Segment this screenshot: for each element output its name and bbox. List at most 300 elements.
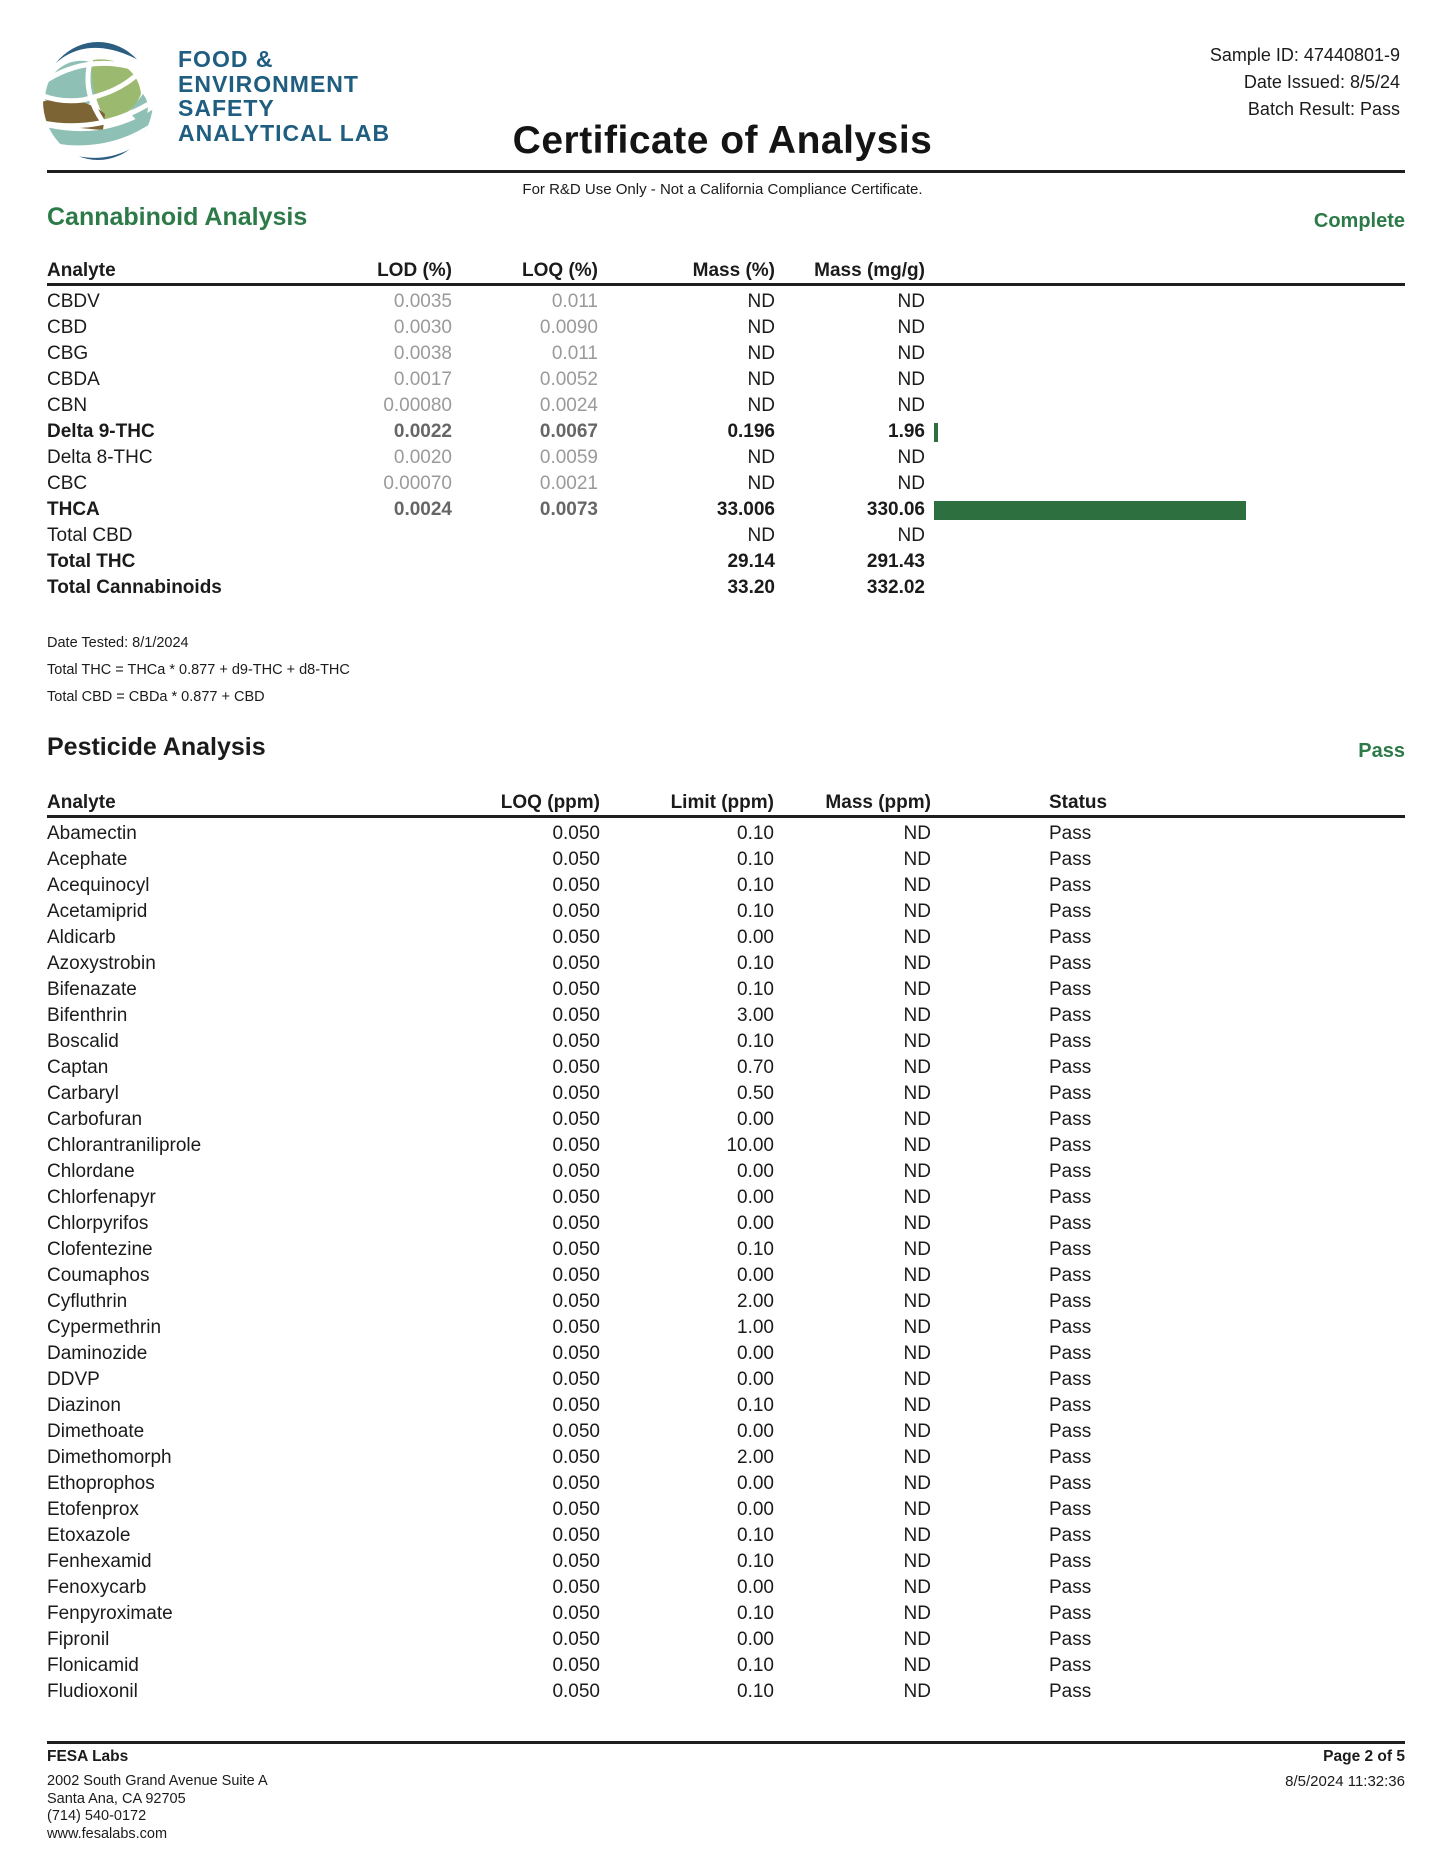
mass-cell: ND xyxy=(903,1525,931,1546)
status-cell: Pass xyxy=(1049,953,1092,974)
loq-cell: 0.050 xyxy=(552,901,600,922)
lod-cell: 0.0022 xyxy=(393,421,452,442)
loq-cell: 0.011 xyxy=(551,343,598,364)
status-cell: Pass xyxy=(1049,1161,1092,1182)
mass-mgg-cell: 332.02 xyxy=(866,577,925,598)
analyte-cell: CBDA xyxy=(47,369,100,390)
limit-cell: 1.00 xyxy=(737,1317,774,1338)
status-cell: Pass xyxy=(1049,1421,1092,1442)
status-cell: Pass xyxy=(1049,901,1092,922)
analyte-cell: Chlordane xyxy=(47,1161,135,1182)
limit-cell: 0.00 xyxy=(737,1109,774,1130)
limit-cell: 0.10 xyxy=(737,1681,774,1702)
mass-cell: ND xyxy=(903,1161,931,1182)
status-cell: Pass xyxy=(1049,1239,1092,1260)
limit-cell: 0.00 xyxy=(737,1629,774,1650)
loq-cell: 0.050 xyxy=(552,1213,600,1234)
limit-cell: 0.10 xyxy=(737,1525,774,1546)
mass-cell: ND xyxy=(903,1473,931,1494)
mass-cell: ND xyxy=(903,1629,931,1650)
column-header-loq: LOQ (ppm) xyxy=(500,791,600,813)
analyte-cell: Etofenprox xyxy=(47,1499,139,1520)
mass-cell: ND xyxy=(903,1343,931,1364)
lod-cell: 0.0020 xyxy=(393,447,452,468)
status-cell: Pass xyxy=(1049,1343,1092,1364)
analyte-cell: THCA xyxy=(47,499,100,520)
status-cell: Pass xyxy=(1049,1005,1092,1026)
analyte-cell: Etoxazole xyxy=(47,1525,131,1546)
status-cell: Pass xyxy=(1049,1603,1092,1624)
table-row xyxy=(47,1289,1405,1315)
limit-cell: 0.10 xyxy=(737,875,774,896)
limit-cell: 0.10 xyxy=(737,979,774,1000)
limit-cell: 10.00 xyxy=(726,1135,774,1156)
column-header-analyte: Analyte xyxy=(47,259,116,281)
mass-cell: ND xyxy=(903,1265,931,1286)
analyte-cell: CBDV xyxy=(47,291,100,312)
analyte-cell: Acetamiprid xyxy=(47,901,148,922)
loq-cell: 0.050 xyxy=(552,1031,600,1052)
bar-cell xyxy=(925,497,1405,523)
table-row xyxy=(47,873,1405,899)
limit-cell: 0.10 xyxy=(737,1603,774,1624)
table-row xyxy=(47,289,1405,315)
loq-cell: 0.050 xyxy=(552,1083,600,1104)
table-row xyxy=(47,925,1405,951)
status-cell: Pass xyxy=(1049,1473,1092,1494)
mass-cell: ND xyxy=(903,1655,931,1676)
analyte-cell: Carbofuran xyxy=(47,1109,143,1130)
status-cell: Pass xyxy=(1049,1447,1092,1468)
limit-cell: 2.00 xyxy=(737,1291,774,1312)
analyte-cell: Chlorpyrifos xyxy=(47,1213,149,1234)
analyte-cell: Fenoxycarb xyxy=(47,1577,147,1598)
analyte-cell: Fipronil xyxy=(47,1629,110,1650)
cannabinoid-status-badge: Complete xyxy=(1313,210,1405,232)
table-row xyxy=(47,1419,1405,1445)
limit-cell: 0.00 xyxy=(737,1577,774,1598)
mass-pct-cell: 29.14 xyxy=(727,551,775,572)
table-row xyxy=(47,575,1405,601)
status-cell: Pass xyxy=(1049,1083,1092,1104)
mass-bar xyxy=(934,423,938,442)
loq-cell: 0.011 xyxy=(551,291,598,312)
mass-cell: ND xyxy=(903,823,931,844)
limit-cell: 0.10 xyxy=(737,1655,774,1676)
loq-cell: 0.050 xyxy=(552,1421,600,1442)
mass-mgg-cell: ND xyxy=(897,343,925,364)
column-header-mass-mgg: Mass (mg/g) xyxy=(814,259,925,281)
status-cell: Pass xyxy=(1049,1187,1092,1208)
analyte-cell: Ethoprophos xyxy=(47,1473,155,1494)
status-cell: Pass xyxy=(1049,1655,1092,1676)
sample-info xyxy=(1210,42,1400,123)
loq-cell: 0.050 xyxy=(552,1681,600,1702)
analyte-cell: Clofentezine xyxy=(47,1239,153,1260)
mass-cell: ND xyxy=(903,1551,931,1572)
mass-pct-cell: 0.196 xyxy=(727,421,775,442)
limit-cell: 0.00 xyxy=(737,1421,774,1442)
table-header-divider xyxy=(47,815,1405,818)
analyte-cell: CBG xyxy=(47,343,89,364)
table-row xyxy=(47,1185,1405,1211)
analyte-cell: Fenpyroximate xyxy=(47,1603,173,1624)
analyte-cell: Abamectin xyxy=(47,823,137,844)
column-header-lod: LOD (%) xyxy=(377,259,452,281)
mass-cell: ND xyxy=(903,953,931,974)
loq-cell: 0.050 xyxy=(552,927,600,948)
analyte-cell: Flonicamid xyxy=(47,1655,139,1676)
table-row xyxy=(47,821,1405,847)
mass-cell: ND xyxy=(903,927,931,948)
loq-cell: 0.050 xyxy=(552,875,600,896)
loq-cell: 0.050 xyxy=(552,1239,600,1260)
column-header-loq: LOQ (%) xyxy=(522,259,598,281)
lod-cell: 0.0035 xyxy=(393,291,452,312)
address-line1: 2002 South Grand Avenue Suite A xyxy=(47,1773,268,1789)
table-row xyxy=(47,1627,1405,1653)
loq-cell: 0.0059 xyxy=(539,447,598,468)
status-cell: Pass xyxy=(1049,1135,1092,1156)
analyte-cell: Bifenazate xyxy=(47,979,137,1000)
table-row xyxy=(47,1575,1405,1601)
mass-cell: ND xyxy=(903,1057,931,1078)
limit-cell: 0.00 xyxy=(737,1499,774,1520)
analyte-cell: Coumaphos xyxy=(47,1265,150,1286)
table-row xyxy=(47,1393,1405,1419)
header-divider xyxy=(47,170,1405,173)
loq-cell: 0.050 xyxy=(552,1603,600,1624)
mass-pct-cell: ND xyxy=(747,291,775,312)
analyte-cell: Delta 8-THC xyxy=(47,447,153,468)
loq-cell: 0.050 xyxy=(552,1187,600,1208)
loq-cell: 0.0021 xyxy=(539,473,598,494)
loq-cell: 0.050 xyxy=(552,1291,600,1312)
page-number: Page 2 of 5 xyxy=(1323,1748,1405,1765)
mass-pct-cell: ND xyxy=(747,369,775,390)
mass-pct-cell: 33.20 xyxy=(727,577,775,598)
mass-cell: ND xyxy=(903,979,931,1000)
analyte-cell: Chlorfenapyr xyxy=(47,1187,156,1208)
analyte-cell: Acequinocyl xyxy=(47,875,150,896)
loq-cell: 0.050 xyxy=(552,1343,600,1364)
mass-pct-cell: ND xyxy=(747,447,775,468)
limit-cell: 0.10 xyxy=(737,1239,774,1260)
status-cell: Pass xyxy=(1049,927,1092,948)
limit-cell: 0.10 xyxy=(737,849,774,870)
table-row xyxy=(47,1003,1405,1029)
analyte-cell: Captan xyxy=(47,1057,109,1078)
footer-lab-info xyxy=(47,1748,268,1843)
limit-cell: 0.00 xyxy=(737,1265,774,1286)
loq-cell: 0.050 xyxy=(552,1109,600,1130)
loq-cell: 0.050 xyxy=(552,849,600,870)
loq-cell: 0.050 xyxy=(552,1577,600,1598)
table-row xyxy=(47,1497,1405,1523)
analyte-cell: Cypermethrin xyxy=(47,1317,162,1338)
table-row xyxy=(47,1367,1405,1393)
page-title: Certificate of Analysis xyxy=(512,119,933,162)
status-cell: Pass xyxy=(1049,1525,1092,1546)
mass-mgg-cell: ND xyxy=(897,369,925,390)
mass-cell: ND xyxy=(903,1499,931,1520)
limit-cell: 2.00 xyxy=(737,1447,774,1468)
limit-cell: 0.50 xyxy=(737,1083,774,1104)
table-row xyxy=(47,1055,1405,1081)
status-cell: Pass xyxy=(1049,1291,1092,1312)
loq-cell: 0.050 xyxy=(552,1135,600,1156)
loq-cell: 0.0073 xyxy=(539,499,598,520)
phone: (714) 540-0172 xyxy=(47,1808,147,1824)
analyte-cell: Boscalid xyxy=(47,1031,119,1052)
mass-cell: ND xyxy=(903,1369,931,1390)
mass-cell: ND xyxy=(903,1447,931,1468)
bar-cell xyxy=(925,471,1405,497)
table-row xyxy=(47,1211,1405,1237)
table-row xyxy=(47,549,1405,575)
loq-cell: 0.050 xyxy=(552,1317,600,1338)
loq-cell: 0.0024 xyxy=(539,395,598,416)
loq-cell: 0.0090 xyxy=(539,317,598,338)
status-cell: Pass xyxy=(1049,823,1092,844)
cannabinoid-section-title: Cannabinoid Analysis xyxy=(47,203,308,231)
column-header-analyte: Analyte xyxy=(47,791,116,813)
table-row xyxy=(47,1237,1405,1263)
column-header-limit: Limit (ppm) xyxy=(670,791,774,813)
loq-cell: 0.050 xyxy=(552,1473,600,1494)
status-cell: Pass xyxy=(1049,979,1092,1000)
limit-cell: 0.10 xyxy=(737,1031,774,1052)
table-row xyxy=(47,1263,1405,1289)
table-row xyxy=(47,1653,1405,1679)
table-row xyxy=(47,847,1405,873)
bar-cell xyxy=(925,341,1405,367)
analyte-cell: Aldicarb xyxy=(47,927,116,948)
table-row xyxy=(47,1523,1405,1549)
date-issued: Date Issued: 8/5/24 xyxy=(1243,72,1400,92)
table-row xyxy=(47,1081,1405,1107)
mass-cell: ND xyxy=(903,1395,931,1416)
lod-cell: 0.0038 xyxy=(393,343,452,364)
status-cell: Pass xyxy=(1049,1681,1092,1702)
cannabinoid-table-header xyxy=(47,258,1405,283)
column-header-mass-pct: Mass (%) xyxy=(692,259,775,281)
bar-cell xyxy=(925,419,1405,445)
loq-cell: 0.050 xyxy=(552,1265,600,1286)
lab-name: FESA Labs xyxy=(47,1748,129,1765)
table-row xyxy=(47,497,1405,523)
bar-cell xyxy=(925,393,1405,419)
limit-cell: 0.00 xyxy=(737,1213,774,1234)
bar-cell xyxy=(925,575,1405,601)
table-row xyxy=(47,419,1405,445)
limit-cell: 0.00 xyxy=(737,927,774,948)
address-line2: Santa Ana, CA 92705 xyxy=(47,1790,186,1807)
loq-cell: 0.050 xyxy=(552,1161,600,1182)
total-cbd-formula-note: Total CBD = CBDa * 0.877 + CBD xyxy=(47,689,265,705)
analyte-cell: CBD xyxy=(47,317,88,338)
analyte-cell: CBN xyxy=(47,395,88,416)
sample-id: Sample ID: 47440801-9 xyxy=(1209,45,1400,65)
lod-cell: 0.00080 xyxy=(383,395,452,416)
table-row xyxy=(47,1341,1405,1367)
bar-cell xyxy=(925,549,1405,575)
analyte-cell: Fenhexamid xyxy=(47,1551,152,1572)
mass-cell: ND xyxy=(903,1005,931,1026)
mass-cell: ND xyxy=(903,875,931,896)
mass-cell: ND xyxy=(903,1083,931,1104)
mass-cell: ND xyxy=(903,1291,931,1312)
batch-result: Batch Result: Pass xyxy=(1247,99,1400,119)
bar-cell xyxy=(925,367,1405,393)
mass-cell: ND xyxy=(903,1213,931,1234)
table-row xyxy=(47,523,1405,549)
analyte-cell: Diazinon xyxy=(47,1395,121,1416)
limit-cell: 0.10 xyxy=(737,1395,774,1416)
limit-cell: 0.10 xyxy=(737,1551,774,1572)
bar-cell xyxy=(925,445,1405,471)
table-row xyxy=(47,1445,1405,1471)
status-cell: Pass xyxy=(1049,1395,1092,1416)
loq-cell: 0.050 xyxy=(552,1395,600,1416)
table-row xyxy=(47,1107,1405,1133)
table-row xyxy=(47,1133,1405,1159)
compliance-disclaimer: For R&D Use Only - Not a California Compliance Certificate. xyxy=(522,181,923,198)
total-thc-formula-note: Total THC = THCa * 0.877 + d9-THC + d8-THC xyxy=(47,662,350,678)
loq-cell: 0.050 xyxy=(552,953,600,974)
limit-cell: 0.00 xyxy=(737,1187,774,1208)
status-cell: Pass xyxy=(1049,1369,1092,1390)
limit-cell: 0.00 xyxy=(737,1343,774,1364)
table-row xyxy=(47,1679,1405,1705)
lod-cell: 0.0030 xyxy=(393,317,452,338)
lab-wordmark-line: FOOD & xyxy=(178,46,274,72)
mass-pct-cell: ND xyxy=(747,473,775,494)
analyte-cell: Total THC xyxy=(47,551,136,572)
bar-cell xyxy=(925,523,1405,549)
mass-mgg-cell: ND xyxy=(897,473,925,494)
limit-cell: 0.00 xyxy=(737,1473,774,1494)
lab-wordmark-line: ANALYTICAL LAB xyxy=(178,119,391,146)
table-row xyxy=(47,471,1405,497)
table-row xyxy=(47,899,1405,925)
cannabinoid-table xyxy=(47,258,1405,601)
lab-wordmark-line: ENVIRONMENT xyxy=(178,70,359,97)
mass-mgg-cell: ND xyxy=(897,291,925,312)
print-datetime: 8/5/2024 11:32:36 xyxy=(1285,1773,1405,1790)
analyte-cell: Dimethoate xyxy=(47,1421,145,1442)
limit-cell: 0.10 xyxy=(737,823,774,844)
mass-mgg-cell: ND xyxy=(897,395,925,416)
status-cell: Pass xyxy=(1049,1109,1092,1130)
cannabinoid-notes xyxy=(47,630,350,711)
mass-cell: ND xyxy=(903,849,931,870)
mass-cell: ND xyxy=(903,1109,931,1130)
analyte-cell: Acephate xyxy=(47,849,128,870)
analyte-cell: CBC xyxy=(47,473,88,494)
mass-pct-cell: ND xyxy=(747,317,775,338)
status-cell: Pass xyxy=(1049,1057,1092,1078)
status-cell: Pass xyxy=(1049,875,1092,896)
table-row xyxy=(47,977,1405,1003)
loq-cell: 0.050 xyxy=(552,1655,600,1676)
mass-cell: ND xyxy=(903,1187,931,1208)
website: www.fesalabs.com xyxy=(47,1825,168,1842)
mass-cell: ND xyxy=(903,901,931,922)
status-cell: Pass xyxy=(1049,849,1092,870)
status-cell: Pass xyxy=(1049,1577,1092,1598)
loq-cell: 0.050 xyxy=(552,823,600,844)
mass-mgg-cell: 291.43 xyxy=(866,551,925,572)
mass-cell: ND xyxy=(903,1421,931,1442)
analyte-cell: DDVP xyxy=(47,1369,100,1390)
analyte-cell: Delta 9-THC xyxy=(47,421,155,442)
status-cell: Pass xyxy=(1049,1213,1092,1234)
status-cell: Pass xyxy=(1049,1629,1092,1650)
status-cell: Pass xyxy=(1049,1499,1092,1520)
analyte-cell: Azoxystrobin xyxy=(47,953,156,974)
column-header-mass: Mass (ppm) xyxy=(825,791,931,813)
table-row xyxy=(47,367,1405,393)
table-row xyxy=(47,1029,1405,1055)
table-row xyxy=(47,1159,1405,1185)
bar-cell xyxy=(925,315,1405,341)
lod-cell: 0.00070 xyxy=(383,473,452,494)
loq-cell: 0.050 xyxy=(552,1447,600,1468)
limit-cell: 3.00 xyxy=(737,1005,774,1026)
lab-wordmark-line: SAFETY xyxy=(178,95,275,121)
loq-cell: 0.0052 xyxy=(539,369,598,390)
loq-cell: 0.050 xyxy=(552,979,600,1000)
loq-cell: 0.050 xyxy=(552,1499,600,1520)
mass-cell: ND xyxy=(903,1681,931,1702)
analyte-cell: Total CBD xyxy=(47,525,133,546)
mass-bar xyxy=(934,501,1246,520)
table-row xyxy=(47,1315,1405,1341)
status-cell: Pass xyxy=(1049,1265,1092,1286)
table-row xyxy=(47,393,1405,419)
mass-cell: ND xyxy=(903,1031,931,1052)
pesticide-table xyxy=(47,790,1405,1705)
loq-cell: 0.050 xyxy=(552,1629,600,1650)
limit-cell: 0.10 xyxy=(737,901,774,922)
limit-cell: 0.00 xyxy=(737,1369,774,1390)
status-cell: Pass xyxy=(1049,1551,1092,1572)
loq-cell: 0.0067 xyxy=(539,421,598,442)
analyte-cell: Cyfluthrin xyxy=(47,1291,128,1312)
mass-mgg-cell: 330.06 xyxy=(866,499,925,520)
mass-mgg-cell: ND xyxy=(897,525,925,546)
analyte-cell: Fludioxonil xyxy=(47,1681,138,1702)
table-header-divider xyxy=(47,283,1405,286)
limit-cell: 0.00 xyxy=(737,1161,774,1182)
loq-cell: 0.050 xyxy=(552,1369,600,1390)
mass-cell: ND xyxy=(903,1317,931,1338)
mass-cell: ND xyxy=(903,1577,931,1598)
loq-cell: 0.050 xyxy=(552,1551,600,1572)
mass-cell: ND xyxy=(903,1603,931,1624)
analyte-cell: Chlorantraniliprole xyxy=(47,1135,202,1156)
limit-cell: 0.70 xyxy=(737,1057,774,1078)
footer-divider xyxy=(47,1741,1405,1744)
pesticide-status-badge: Pass xyxy=(1358,740,1405,762)
table-row xyxy=(47,315,1405,341)
table-row xyxy=(47,445,1405,471)
analyte-cell: Carbaryl xyxy=(47,1083,119,1104)
table-row xyxy=(47,951,1405,977)
status-cell: Pass xyxy=(1049,1317,1092,1338)
mass-mgg-cell: ND xyxy=(897,317,925,338)
